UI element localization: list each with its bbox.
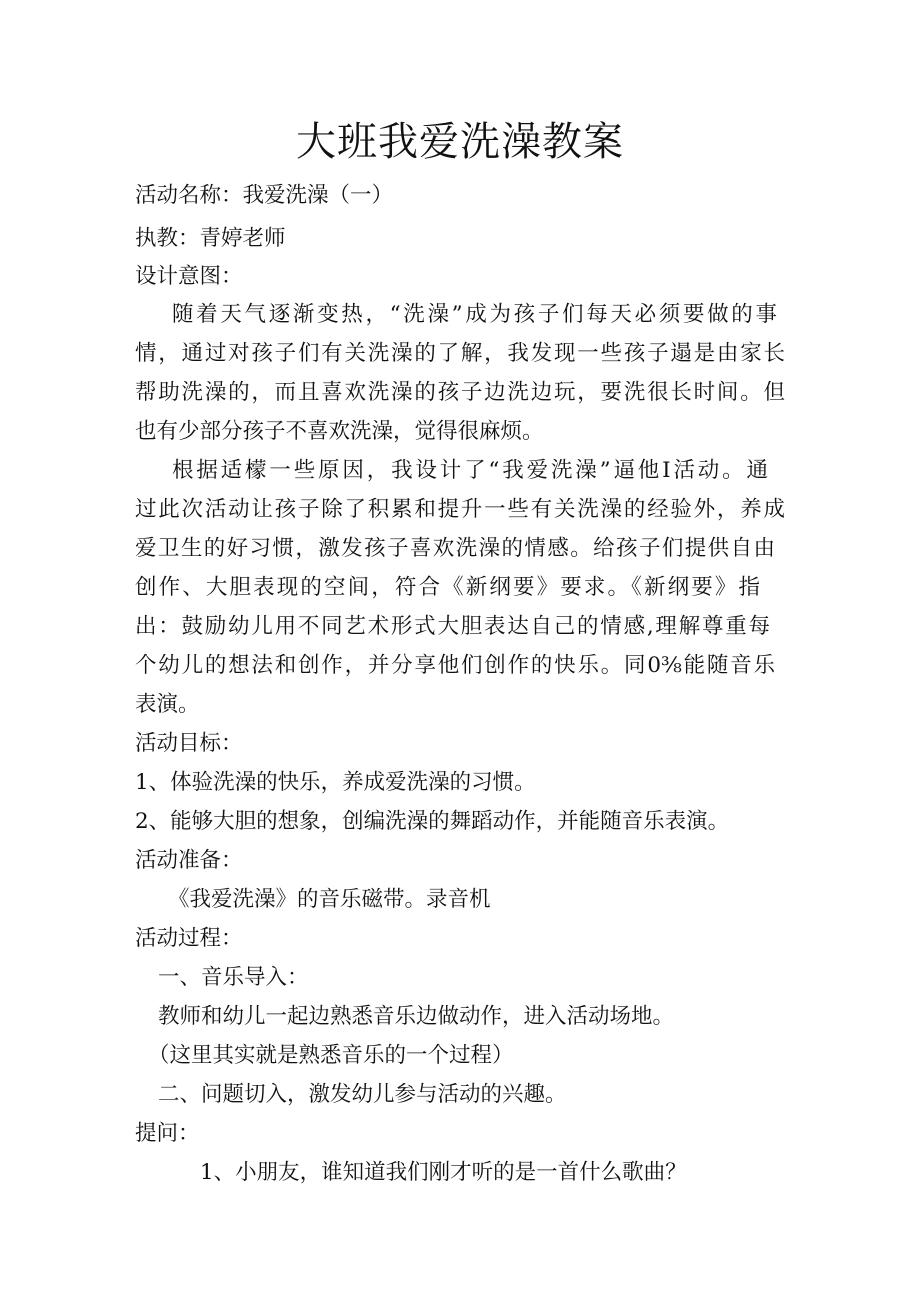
question-heading: 提问： xyxy=(135,1121,200,1146)
paragraph-line: 过此次活动让孩子除了积累和提升一些有关洗澡的经验外，养成 xyxy=(135,497,785,522)
paragraph-line: 根据适檬一些原因，我设计了“我爱洗澡”逼他I活动。通 xyxy=(172,458,768,483)
process-step-heading: 二、问题切入，激发幼儿参与活动的兴趣。 xyxy=(158,1082,567,1107)
paragraph-line: 情，通过对孩子们有关洗澡的了解，我发现一些孩子遢是由家长 xyxy=(135,341,785,366)
activity-process-heading: 活动过程： xyxy=(135,926,243,951)
teacher-line: 执教：青婷老师 xyxy=(135,226,286,251)
design-intent-heading: 设计意图： xyxy=(135,264,243,289)
paragraph-line: 创作、大胆表现的空间，符合《新纲要》要求。《新纲要》指 xyxy=(135,575,760,600)
paragraph-line: 出：鼓励幼儿用不同艺术形式大胆表达自己的情感,理解尊重每 xyxy=(135,614,770,639)
document-title: 大班我爱洗澡教案 xyxy=(296,119,624,165)
activity-name-line: 活动名称：我爱洗澡（一） xyxy=(135,183,394,208)
paragraph-line: 也有少部分孩子不喜欢洗澡，觉得很麻烦。 xyxy=(135,419,544,444)
prep-item: 《我爱洗澡》的音乐磁带。录音机 xyxy=(168,887,491,912)
paragraph-line: 帮助洗澡的，而且喜欢洗澡的孩子边洗边玩，要洗很长时间。但 xyxy=(135,380,785,405)
activity-prep-heading: 活动准备： xyxy=(135,848,243,873)
paragraph-line: 表演。 xyxy=(135,692,200,717)
process-step-heading: 一、音乐导入： xyxy=(158,965,309,990)
process-step-text: 教师和幼儿一起边熟悉音乐边做动作，进入活动场地。 xyxy=(158,1004,675,1029)
process-step-note: （这里其实就是熟悉音乐的一个过程） xyxy=(148,1043,514,1068)
activity-goals-heading: 活动目标： xyxy=(135,731,243,756)
paragraph-line: 个幼儿的想法和创作，并分享他们创作的快乐。同0⅜能随音乐 xyxy=(135,653,775,678)
paragraph-line: 随着天气逐渐变热，“洗澡”成为孩子们每天必须要做的事 xyxy=(172,302,777,327)
goal-item: 2、能够大胆的想象，创编洗澡的舞蹈动作，并能随音乐表演。 xyxy=(135,809,730,834)
goal-item: 1、体验洗澡的快乐，养成爱洗澡的习惯。 xyxy=(135,770,536,795)
question-item: 1、小朋友，谁知道我们刚才听的是一首什么歌曲？ xyxy=(200,1160,687,1185)
paragraph-line: 爱卫生的好习惯，激发孩子喜欢洗澡的情感。给孩子们提供自由 xyxy=(135,536,775,561)
